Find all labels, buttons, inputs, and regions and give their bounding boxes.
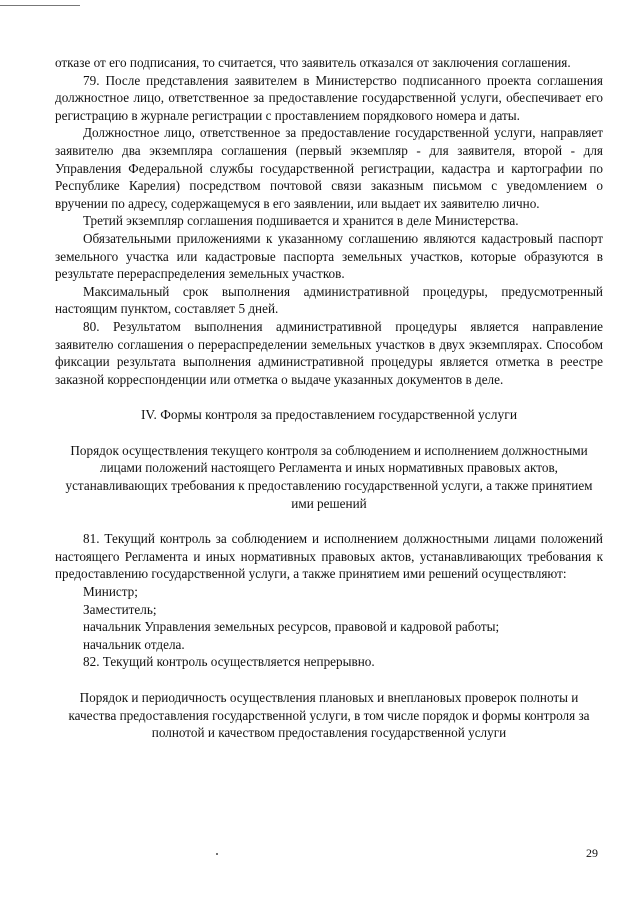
paragraph-82: 82. Текущий контроль осуществляется непрерывно. (83, 654, 375, 670)
list-item: Министр; (83, 584, 138, 600)
scan-edge-line (0, 5, 80, 6)
paragraph-third-copy: Третий экземпляр соглашения подшивается и хранится в деле Министерства. (83, 213, 519, 229)
document-body (55, 54, 603, 742)
list-item: Заместитель; (83, 601, 157, 617)
subheading-current-control: Порядок осуществления текущего контроля за соблюдением и исполнением должностными лицами положений настоящего Регламента и иных нормативных правовых актов, устанавливающих требования к предоставлению государственной услуги, а также принятием ими решений (65, 442, 593, 511)
paragraph-continuation: отказе от его подписания, то считается, что заявитель отказался от заключения соглашения. (55, 55, 571, 70)
paragraph-official-sends: Должностное лицо, ответственное за предоставление государственной услуги, направляет заявителю два экземпляра соглашения (первый экземпляр - для заявителя, второй - для Управления Федеральной службы государственной регистрации, кадастра и картографии по Республике Карелия) посредством почтовой связи заказным письмом с уведомлением о вручении по адресу, содержащемуся в его заявлении, или выдает их заявителю лично. (55, 125, 603, 211)
paragraph-80: 80. Результатом выполнения административной процедуры является направление заявителю соглашения о перераспределении земельных участков в двух экземплярах. Способом фиксации результата выполнения административной процедуры является отметка в реестре заказной корреспонденции или отметка о выдаче указанных документов в деле. (55, 318, 603, 387)
paragraph-max-term: Максимальный срок выполнения административной процедуры, предусмотренный настоящим пунктом, составляет 5 дней. (55, 283, 603, 317)
paragraph-81: 81. Текущий контроль за соблюдением и исполнением должностными лицами положений настоящего Регламента и иных нормативных правовых актов, устанавливающих требования к предоставлению государственной услуги, а также принятием ими решений осуществляют: (55, 531, 603, 582)
subheading-inspections: Порядок и периодичность осуществления плановых и внеплановых проверок полноты и качества предоставления государственной услуги, в том числе порядок и формы контроля за полнотой и качеством предоставления государственной услуги (68, 690, 590, 741)
section-title: IV. Формы контроля за предоставлением государственной услуги (140, 407, 518, 423)
list-item: начальник отдела. (83, 636, 185, 652)
paragraph-79: 79. После представления заявителем в Министерство подписанного проекта соглашения должностное лицо, ответственное за предоставление государственной услуги, обеспечивает его регистрацию в журнале регистрации с проставлением порядкового номера и даты. (55, 72, 603, 123)
page-number: 29 (586, 846, 598, 860)
paragraph-attachments: Обязательными приложениями к указанному соглашению являются кадастровый паспорт земельного участка или кадастровые паспорта земельных участков, которые образуются в результате перераспределения земельных участков. (55, 230, 603, 282)
list-item: начальник Управления земельных ресурсов, правовой и кадровой работы; (83, 619, 500, 635)
scan-speck (216, 853, 218, 855)
